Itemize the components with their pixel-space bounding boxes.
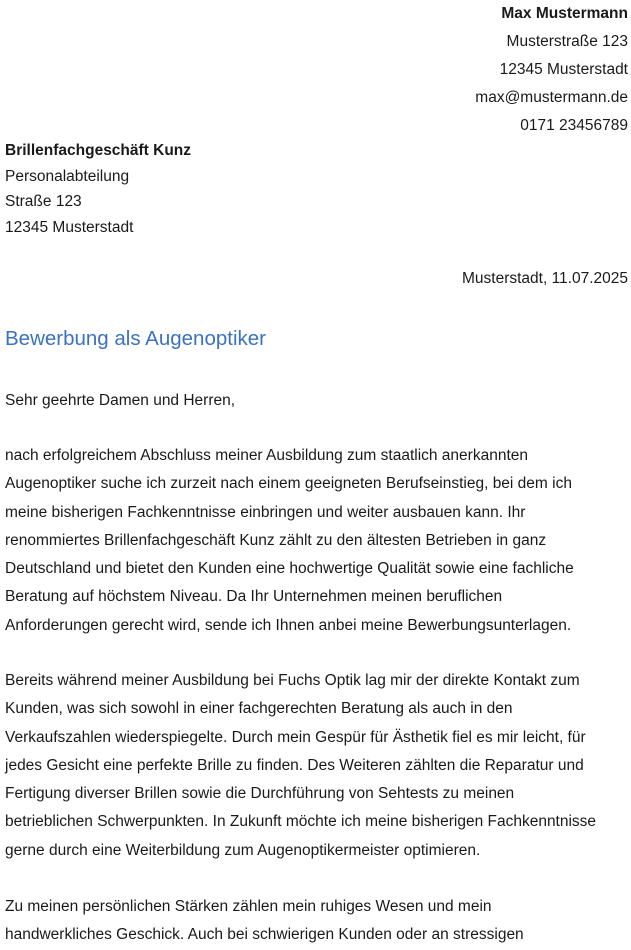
paragraph-line: Fertigung diverser Brillen sowie die Durchführung von Sehtests zu meinen bbox=[5, 785, 515, 803]
recipient-city: 12345 Musterstadt bbox=[5, 218, 134, 236]
paragraph-line: nach erfolgreichem Abschluss meiner Ausbildung zum staatlich anerkannten bbox=[5, 447, 528, 464]
sender-phone: 0171 23456789 bbox=[520, 117, 628, 134]
body-paragraph-2 bbox=[5, 667, 631, 865]
paragraph-line: gerne durch eine Weiterbildung zum Augenoptikermeister optimieren. bbox=[5, 841, 481, 859]
place-and-date: Musterstadt, 11.07.2025 bbox=[461, 270, 628, 287]
body-paragraph-1 bbox=[5, 442, 631, 640]
sender-city: 12345 Musterstadt bbox=[499, 61, 628, 78]
paragraph-line: Bereits während meiner Ausbildung bei Fuchs Optik lag mir der direkte Kontakt zum bbox=[5, 672, 580, 689]
sender-block bbox=[475, 0, 628, 140]
paragraph-line: Augenoptiker suche ich zurzeit nach einem geeigneten Berufseinstieg, bei dem ich bbox=[5, 475, 572, 493]
paragraph-line: Verkaufszahlen wiederspiegelte. Durch mein Gespür für Ästhetik fiel es mir leicht, für bbox=[5, 728, 586, 746]
sender-name: Max Mustermann bbox=[501, 5, 628, 22]
paragraph-line: jedes Gesicht eine perfekte Brille zu finden. Des Weiteren zählten die Reparatur und bbox=[5, 756, 584, 774]
salutation: Sehr geehrte Damen und Herren, bbox=[5, 392, 236, 409]
paragraph-line: Beratung auf höchstem Niveau. Da Ihr Unternehmen meinen beruflichen bbox=[5, 588, 503, 606]
recipient-department: Personalabteilung bbox=[5, 167, 130, 185]
paragraph-line: meine bisherigen Fachkenntnisse einbringen und weiter ausbauen kann. Ihr bbox=[5, 503, 526, 521]
sender-street: Musterstraße 123 bbox=[506, 33, 628, 50]
paragraph-line: handwerkliches Geschick. Auch bei schwierigen Kunden oder an stressigen bbox=[5, 926, 524, 944]
paragraph-line: betrieblichen Schwerpunkten. In Zukunft möchte ich meine bisherigen Fachkenntnisse bbox=[5, 813, 597, 831]
paragraph-line: Kunden, was sich sowohl in einer fachgerechten Beratung als auch in den bbox=[5, 700, 513, 718]
body-paragraph-3 bbox=[5, 893, 631, 950]
recipient-block bbox=[5, 138, 191, 240]
paragraph-line: Deutschland und bietet den Kunden eine hochwertige Qualität sowie eine fachliche bbox=[5, 560, 574, 578]
letter-subject: Bewerbung als Augenoptiker bbox=[5, 327, 266, 350]
recipient-company: Brillenfachgeschäft Kunz bbox=[5, 142, 192, 159]
recipient-street: Straße 123 bbox=[5, 193, 82, 210]
paragraph-line: Anforderungen gerecht wird, sende ich Ihnen anbei meine Bewerbungsunterlagen. bbox=[5, 616, 572, 634]
paragraph-line: Zu meinen persönlichen Stärken zählen mein ruhiges Wesen und mein bbox=[5, 898, 492, 915]
sender-email: max@mustermann.de bbox=[475, 89, 628, 106]
paragraph-line: renommiertes Brillenfachgeschäft Kunz zählt zu den ältesten Betrieben in ganz bbox=[5, 531, 547, 549]
